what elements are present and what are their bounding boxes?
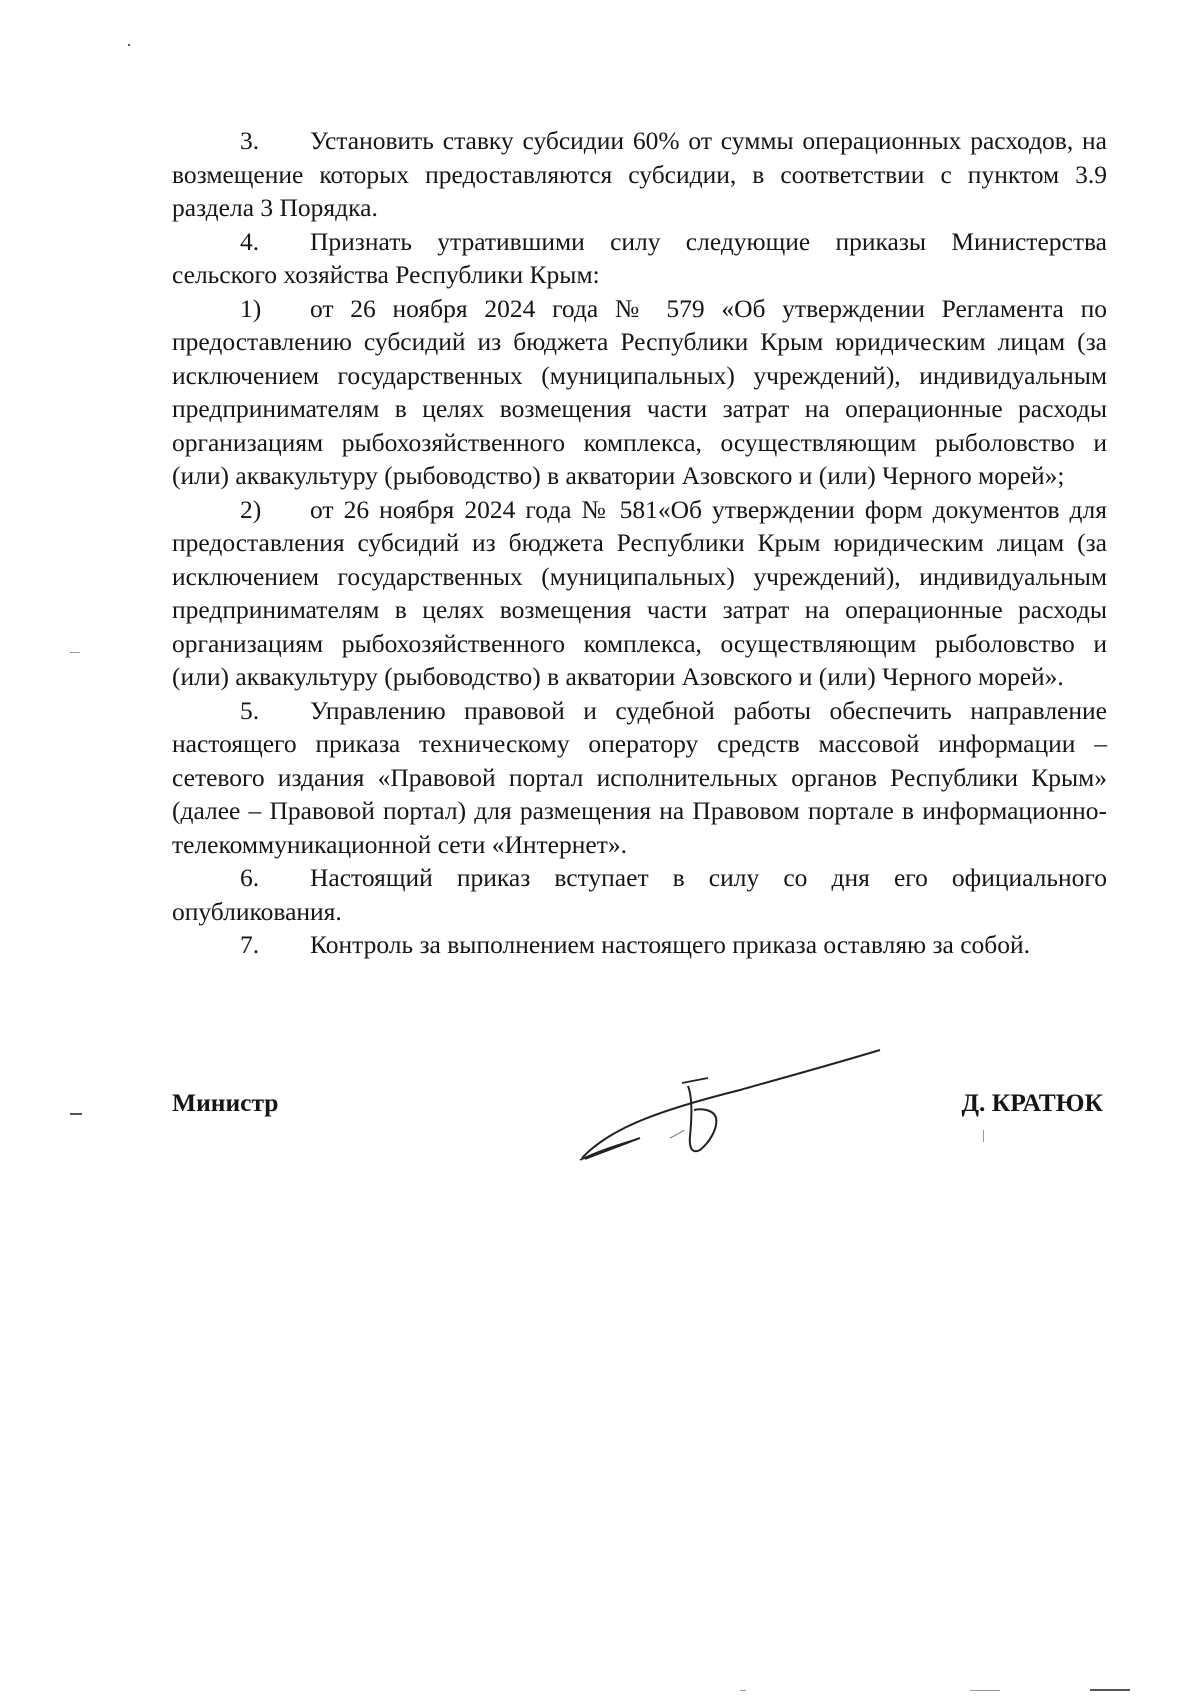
- paragraph-number: 3.: [240, 126, 260, 155]
- paragraph-number: 5.: [240, 695, 260, 725]
- scan-speck: [70, 1113, 82, 1115]
- handwritten-signature-icon: [570, 1038, 890, 1173]
- signer-position: Министр: [172, 1088, 279, 1117]
- paragraph-text: от 26 ноября 2024 года № 581«Об утверждении форм документов для предоставления субсидий из бюджета Республики Крым юридическим лицам (за исключением государственных (муниципальных) учреждений), индивидуальным предпринимателям в целях возмещения части затрат на операционные расходы организациям рыбохозяйственного комплекса, осуществляющим рыболовство и (или) аквакультуру (рыбоводство) в акватории Азовского и (или) Черного морей».: [172, 494, 1107, 691]
- paragraph-subitem-1: [172, 292, 1107, 493]
- paragraph-item-3: [172, 124, 1107, 225]
- paragraph-text: Установить ставку субсидии 60% от суммы операционных расходов, на возмещение которых предоставляются субсидии, в соответствии с пунктом 3.9 раздела 3 Порядка.: [172, 126, 1107, 222]
- paragraph-text: от 26 ноября 2024 года № 579 «Об утверждении Регламента по предоставлению субсидий из бюджета Республики Крым юридическим лицам (за исключением государственных (муниципальных) учреждений), индивидуальным предпринимателям в целях возмещения части затрат на операционные расходы организациям рыбохозяйственного комплекса, осуществляющим рыболовство и (или) аквакультуру (рыбоводство) в акватории Азовского и (или) Черного морей»;: [172, 293, 1107, 490]
- paragraph-text: Управлению правовой и судебной работы обеспечить направление настоящего приказа техническому оператору средств массовой информации – сетевого издания «Правовой портал исполнительных органов Республики Крым» (далее – Правовой портал) для размещения на Правовом портале в информационно-телекоммуникационной сети «Интернет».: [172, 695, 1107, 859]
- paragraph-text: Настоящий приказ вступает в силу со дня его официального опубликования.: [172, 863, 1107, 926]
- paragraph-number: 1): [240, 293, 262, 323]
- paragraph-text: Признать утратившими силу следующие приказы Министерства сельского хозяйства Республики Крым:: [172, 226, 1107, 289]
- paragraph-number: 7.: [240, 930, 260, 959]
- paragraph-item-7: [172, 928, 1107, 962]
- paragraph-text: Контроль за выполнением настоящего приказа оставляю за собой.: [310, 930, 1031, 959]
- paragraph-item-4: [172, 225, 1107, 292]
- signer-name: Д. КРАТЮК: [961, 1088, 1103, 1117]
- scan-speck: [70, 652, 80, 653]
- paragraph-item-5: [172, 694, 1107, 862]
- scan-speck: [128, 44, 130, 46]
- paragraph-number: 2): [240, 494, 262, 524]
- paragraph-item-6: [172, 861, 1107, 928]
- scan-speck: [1090, 1689, 1130, 1691]
- scan-speck: [970, 1690, 1000, 1691]
- scan-speck: [983, 1130, 984, 1142]
- document-body: [172, 124, 1107, 962]
- paragraph-number: 4.: [240, 226, 260, 256]
- paragraph-subitem-2: [172, 493, 1107, 694]
- scan-speck: [740, 1690, 746, 1691]
- paragraph-number: 6.: [240, 863, 260, 892]
